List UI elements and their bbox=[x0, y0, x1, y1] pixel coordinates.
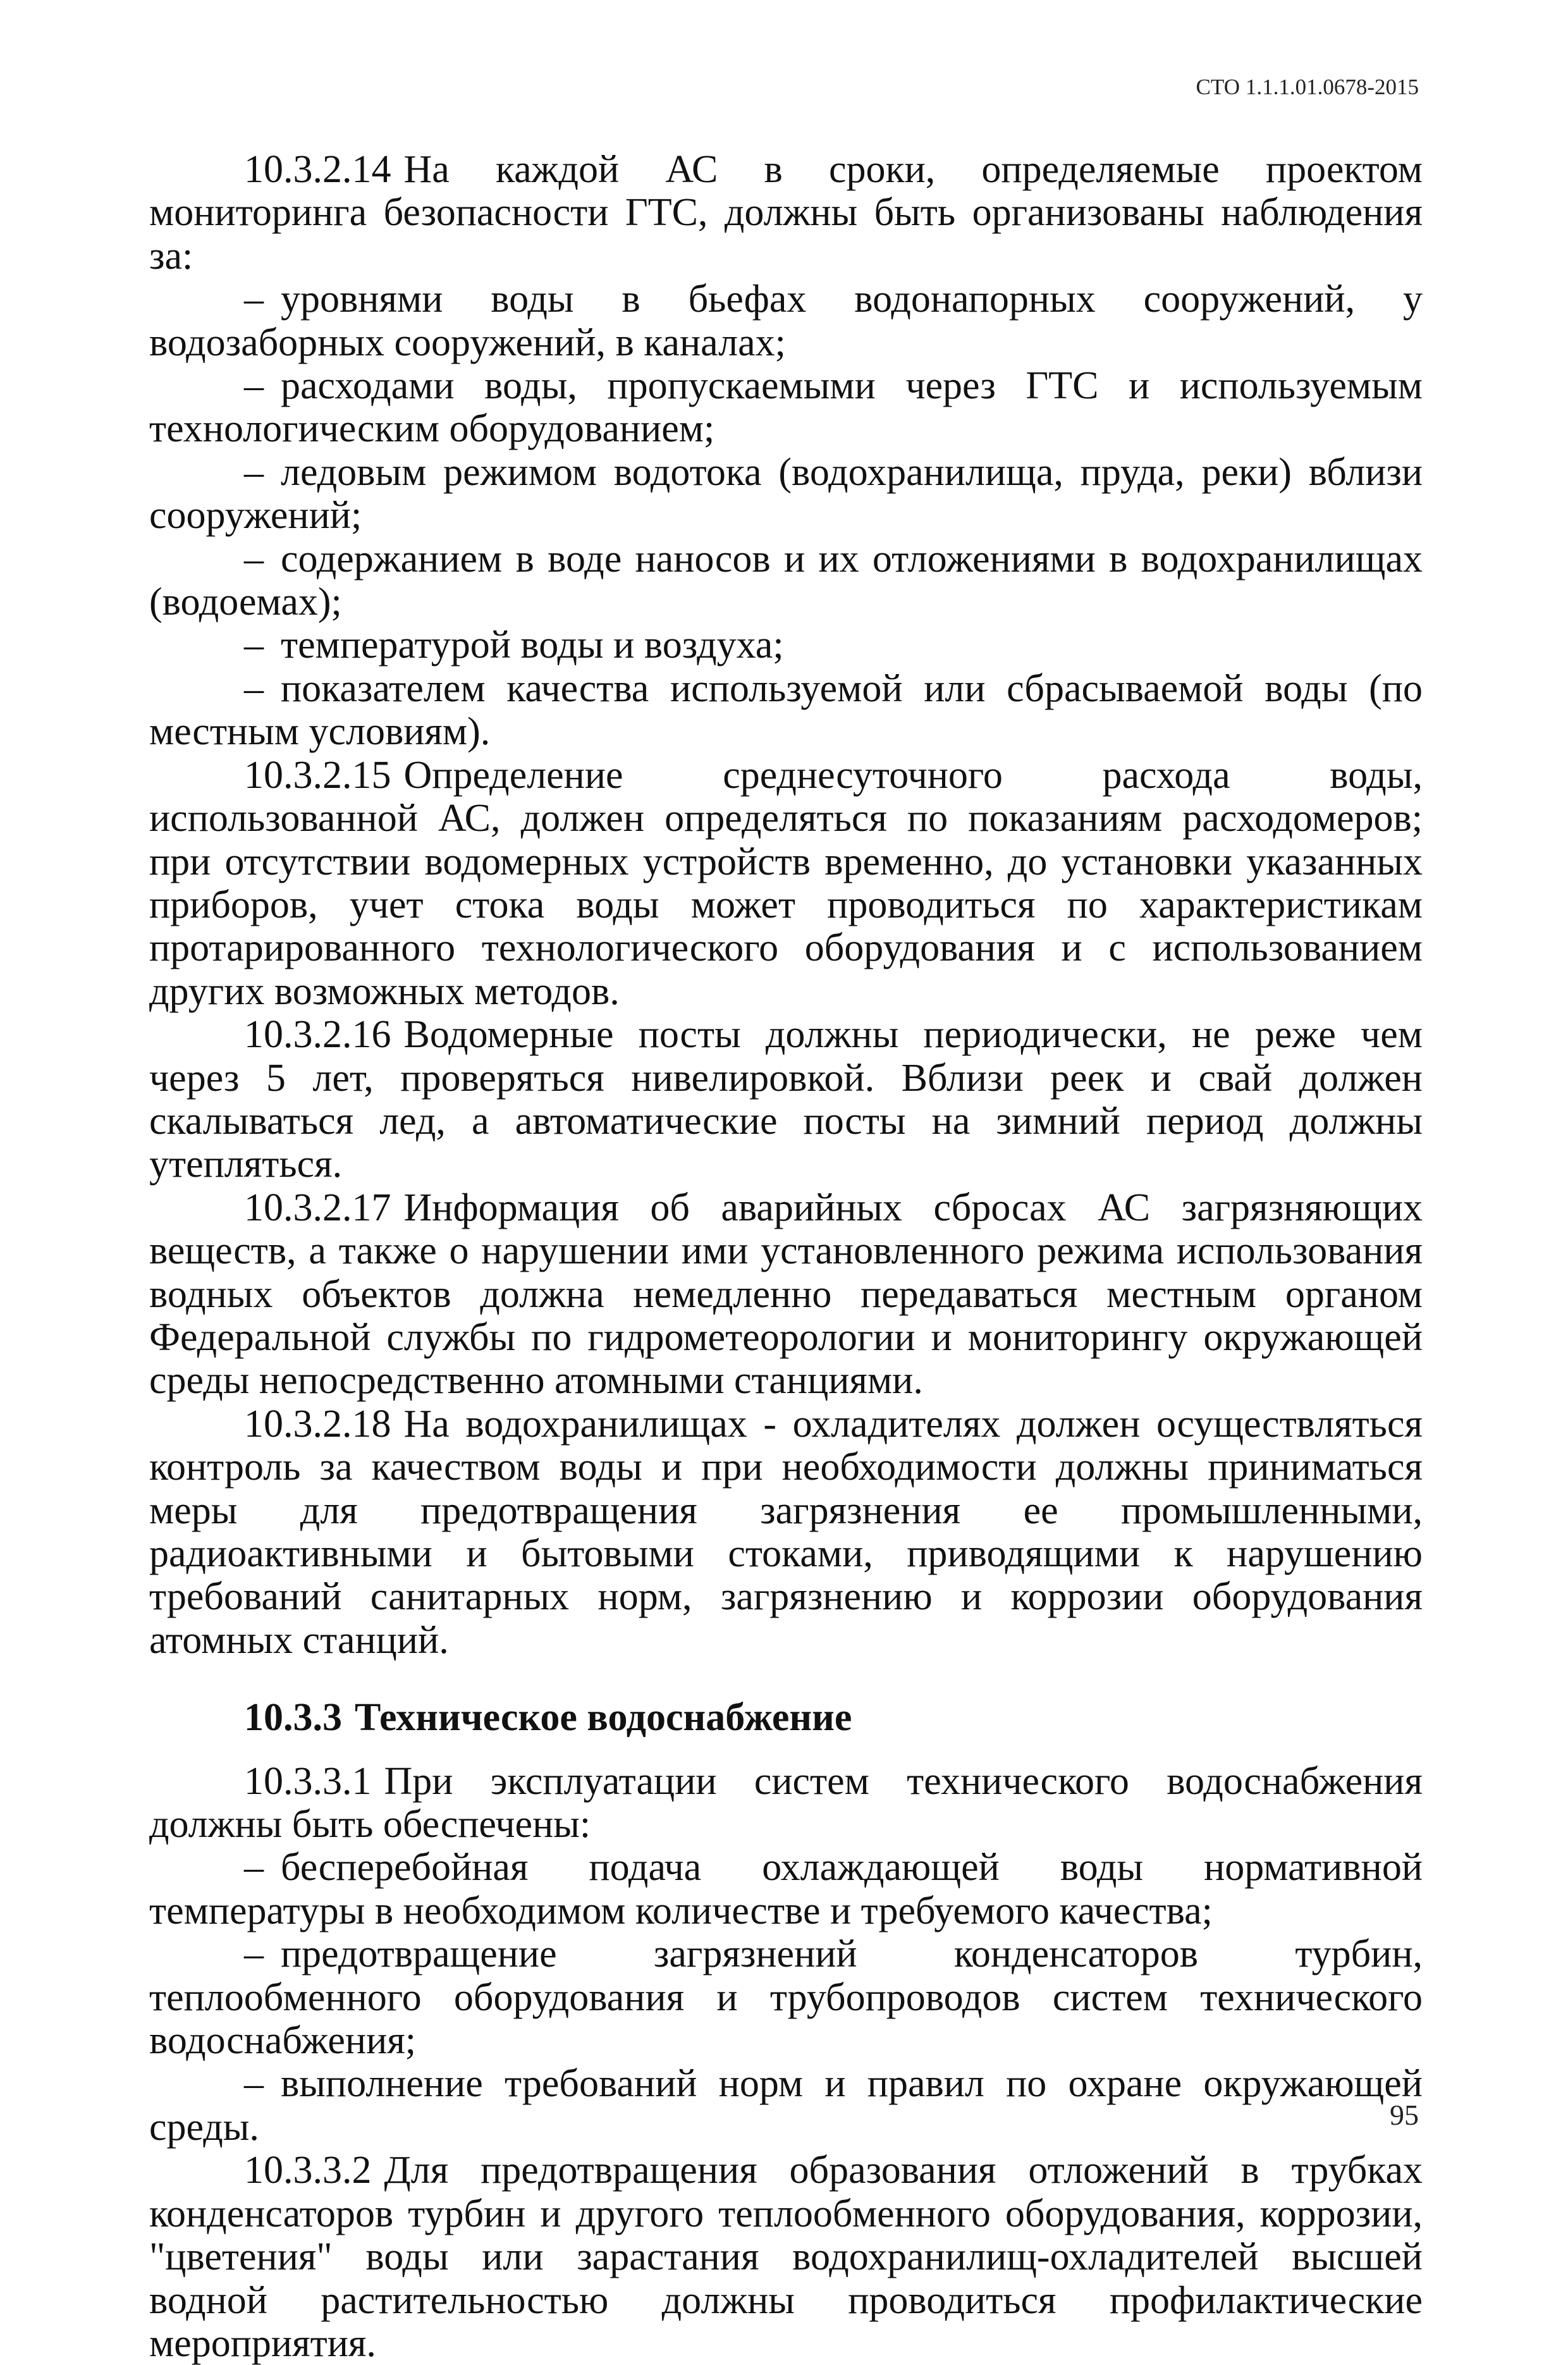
clause-number: 10.3.2.18 bbox=[244, 1402, 391, 1446]
clause-10-3-2-17 bbox=[149, 1186, 1423, 1403]
list-item-text: расходами воды, пропускаемыми через ГТС и используемым технологическим оборудованием; bbox=[149, 364, 1423, 451]
clause-10-3-2-16 bbox=[149, 1013, 1423, 1186]
dash-bullet: – bbox=[244, 278, 264, 321]
section-title: Техническое водоснабжение bbox=[355, 1696, 852, 1740]
dash-bullet: – bbox=[244, 666, 264, 710]
document-body bbox=[149, 148, 1423, 2365]
list-item bbox=[149, 1932, 1423, 2062]
list-item bbox=[149, 538, 1423, 624]
dash-bullet: – bbox=[244, 1846, 264, 1889]
clause-number: 10.3.2.15 bbox=[244, 753, 391, 797]
clause-10-3-2-18 bbox=[149, 1403, 1423, 1662]
list-item bbox=[149, 364, 1423, 451]
list-item-text: содержанием в воде наносов и их отложениями в водохранилищах (водоемах); bbox=[149, 537, 1423, 624]
clause-10-3-3-1 bbox=[149, 1760, 1423, 1846]
clause-number: 10.3.2.16 bbox=[244, 1013, 391, 1057]
list-item bbox=[149, 624, 1423, 666]
clause-text: Информация об аварийных сбросах АС загрязняющих веществ, а также о нарушении ими установленного режима использования водных объектов должна немедленно передаваться местным органом Федеральной службы по гидрометеорологии и мониторингу окружающей среды непосредственно атомными станциями. bbox=[149, 1186, 1423, 1403]
clause-10-3-2-14 bbox=[149, 148, 1423, 278]
list-item bbox=[149, 1846, 1423, 1932]
clause-number: 10.3.2.14 bbox=[244, 148, 391, 191]
clause-10-3-3-2 bbox=[149, 2149, 1423, 2365]
list-item-text: температурой воды и воздуха; bbox=[281, 624, 784, 667]
list-item-text: бесперебойная подача охлаждающей воды нормативной температуры в необходимом количестве и требуемого качества; bbox=[149, 1846, 1423, 1932]
list-item-text: предотвращение загрязнений конденсаторов турбин, теплообменного оборудования и трубопроводов систем технического водоснабжения; bbox=[149, 1932, 1423, 2063]
clause-10-3-2-15 bbox=[149, 754, 1423, 1013]
clause-number: 10.3.3.1 bbox=[244, 1759, 372, 1803]
dash-bullet: – bbox=[244, 1932, 264, 1976]
list-item-text: уровнями воды в бьефах водонапорных сооружений, у водозаборных сооружений, в каналах; bbox=[149, 278, 1423, 364]
section-heading bbox=[149, 1696, 1423, 1739]
list-item-text: показателем качества используемой или сбрасываемой воды (по местным условиям). bbox=[149, 666, 1423, 754]
document-code: СТО 1.1.1.01.0678-2015 bbox=[1196, 75, 1419, 99]
clause-text: Водомерные посты должны периодически, не реже чем через 5 лет, проверяться нивелировкой. Вблизи реек и свай должен скалываться лед, а автоматические посты на зимний период должны утепляться. bbox=[149, 1013, 1423, 1186]
clause-text: Определение среднесуточного расхода воды, использованной АС, должен определяться по показаниям расходомеров; при отсутствии водомерных устройств временно, до установки указанных приборов, учет стока воды может проводиться по характеристикам протарированного технологического оборудования и с использованием других возможных методов. bbox=[149, 753, 1423, 1013]
dash-bullet: – bbox=[244, 624, 264, 667]
list-item-text: выполнение требований норм и правил по охране окружающей среды. bbox=[149, 2062, 1423, 2149]
list-item bbox=[149, 667, 1423, 754]
list-item bbox=[149, 278, 1423, 364]
dash-bullet: – bbox=[244, 2062, 264, 2106]
list-item bbox=[149, 451, 1423, 538]
dash-bullet: – bbox=[244, 537, 264, 580]
clause-text: Для предотвращения образования отложений в трубках конденсаторов турбин и другого теплообменного оборудования, коррозии, "цветения" воды или зарастания водохранилищ-охладителей высшей водной растительностью должны проводиться профилактические мероприятия. bbox=[149, 2149, 1423, 2365]
list-item-text: ледовым режимом водотока (водохранилища, пруда, реки) вблизи сооружений; bbox=[149, 450, 1423, 538]
clause-text: При эксплуатации систем технического водоснабжения должны быть обеспечены: bbox=[149, 1759, 1423, 1846]
dash-bullet: – bbox=[244, 364, 264, 408]
clause-text: На водохранилищах - охладителях должен осуществляться контроль за качеством воды и при необходимости должны приниматься меры для предотвращения загрязнения ее промышленными, радиоактивными и бытовыми стоками, приводящими к нарушению требований санитарных норм, загрязнению и коррозии оборудования атомных станций. bbox=[149, 1402, 1423, 1662]
dash-bullet: – bbox=[244, 450, 264, 494]
clause-number: 10.3.3.2 bbox=[244, 2149, 372, 2192]
clause-number: 10.3.2.17 bbox=[244, 1186, 391, 1229]
page-number: 95 bbox=[1390, 2099, 1419, 2131]
section-number: 10.3.3 bbox=[244, 1696, 342, 1740]
list-item bbox=[149, 2062, 1423, 2149]
clause-text: На каждой АС в сроки, определяемые проектом мониторинга безопасности ГТС, должны быть организованы наблюдения за: bbox=[149, 148, 1423, 278]
